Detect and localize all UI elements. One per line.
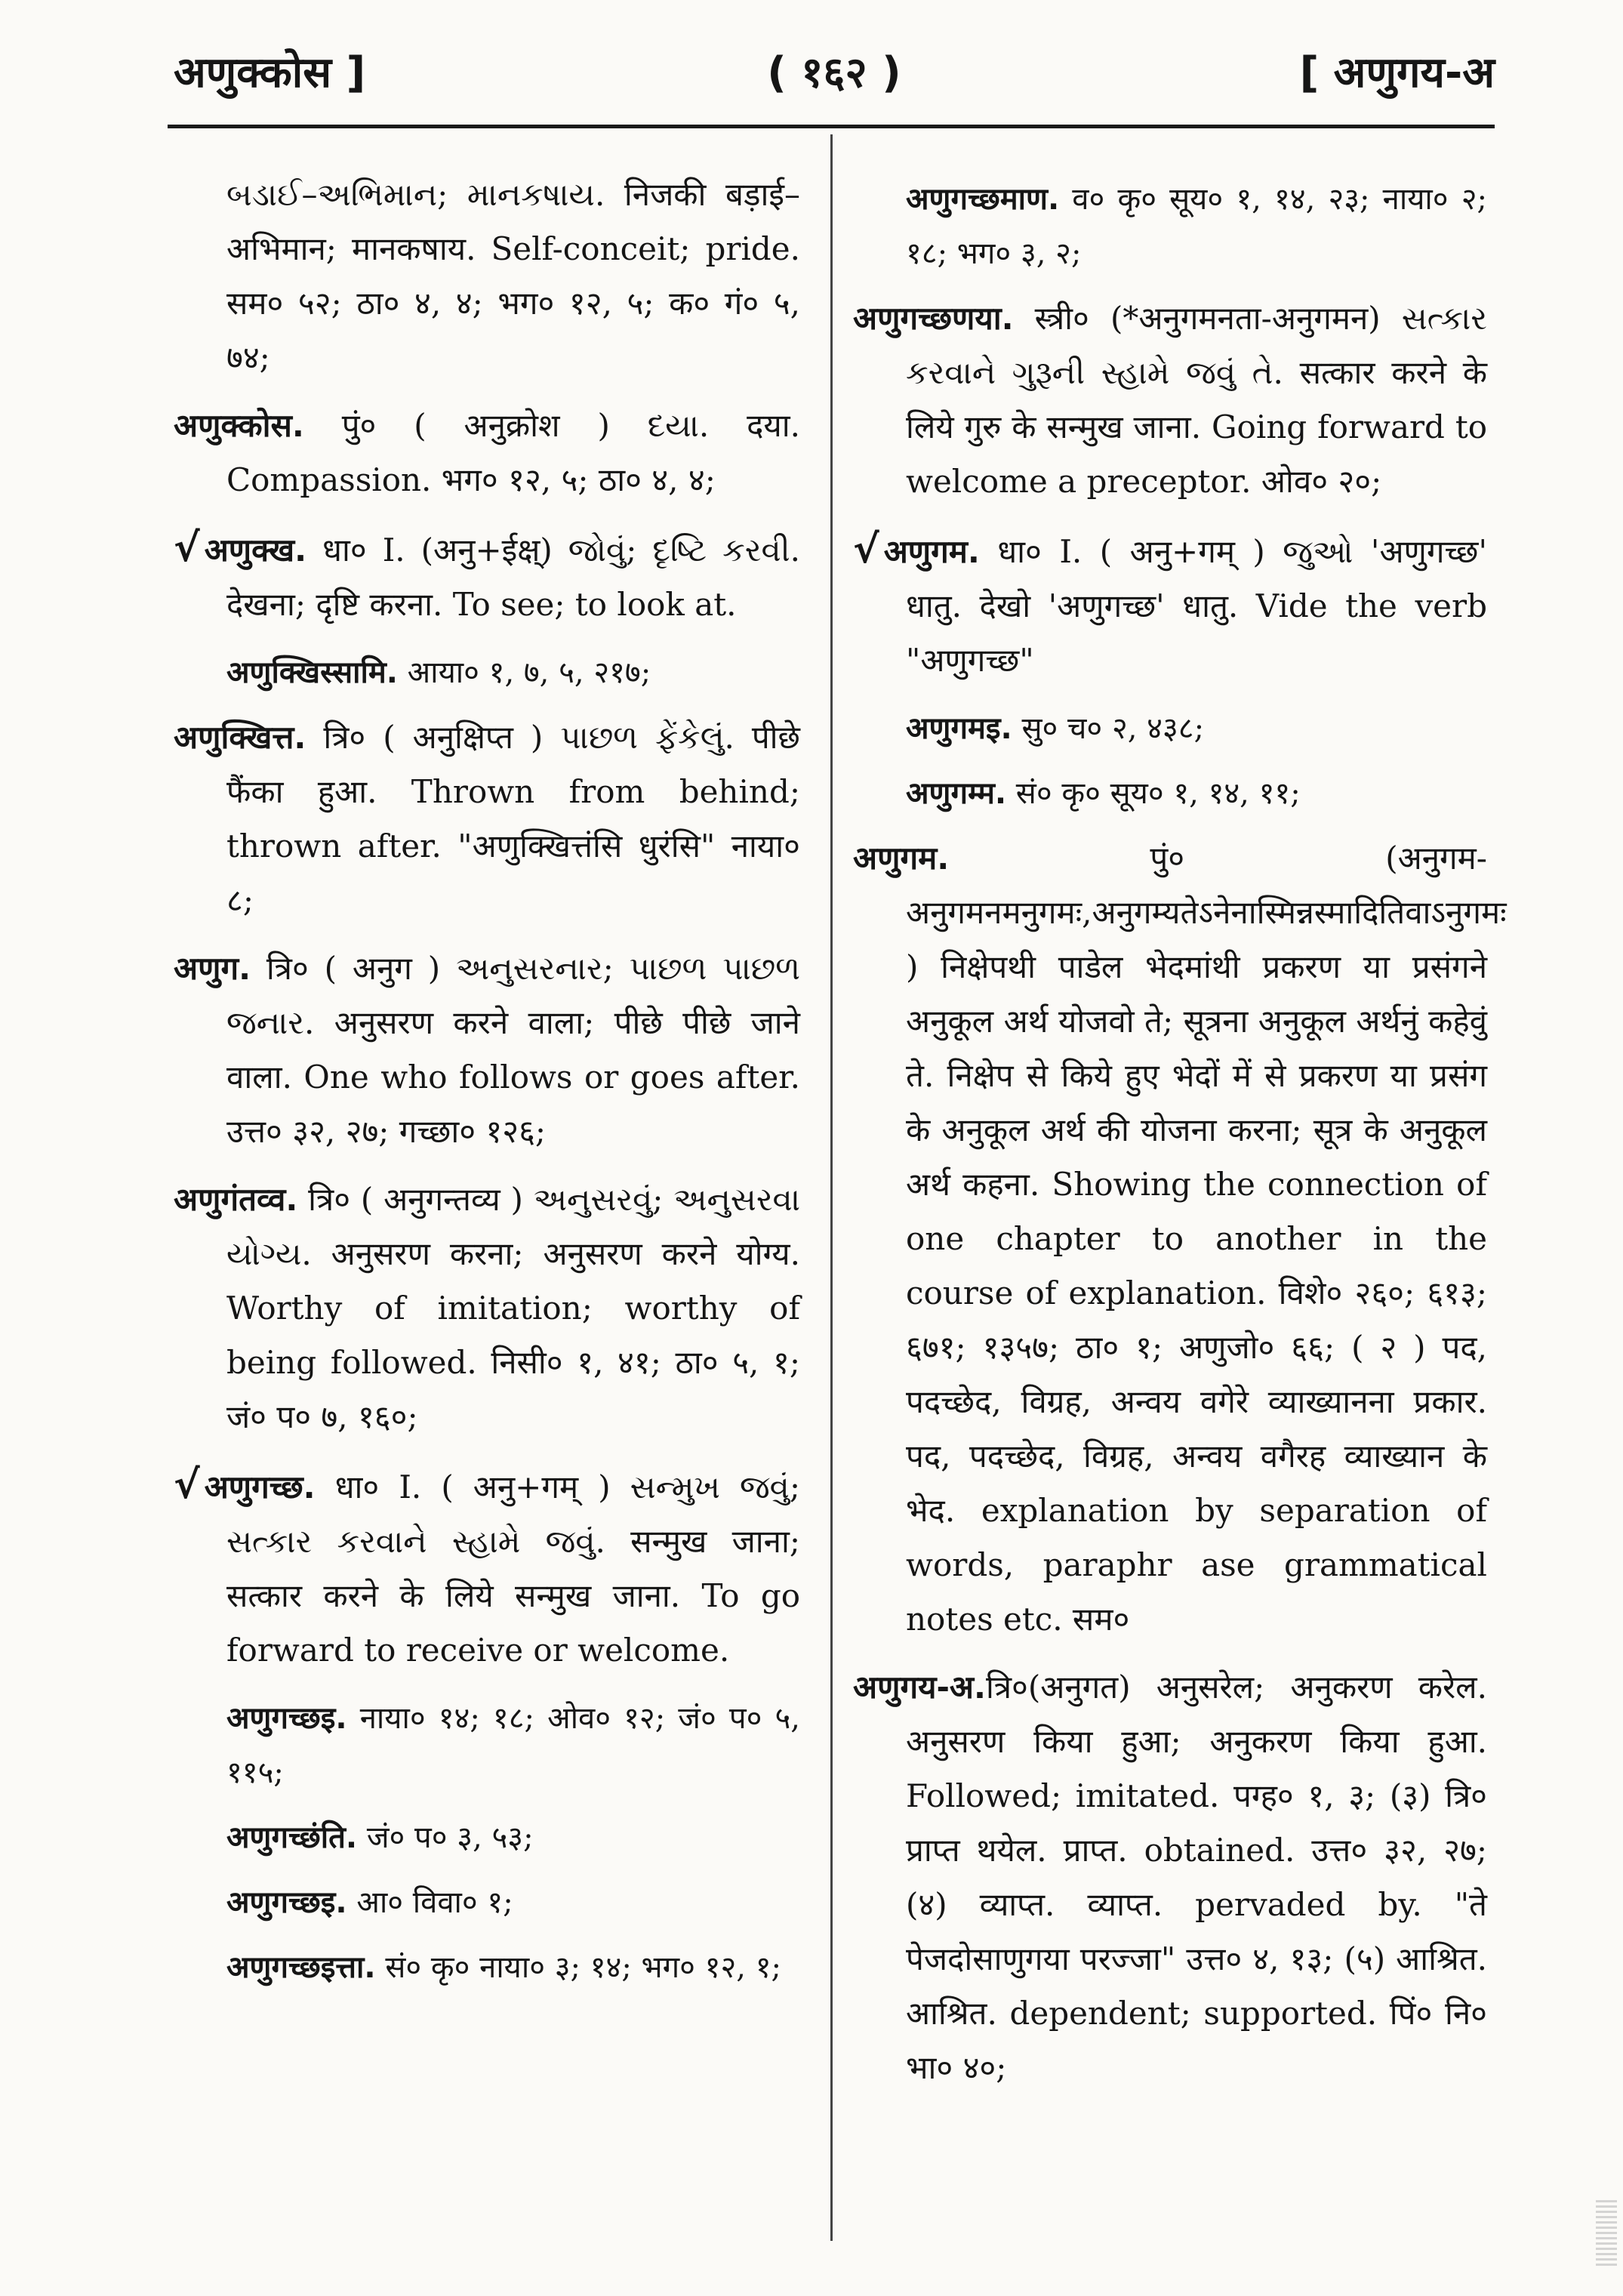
column-divider [830, 134, 833, 2241]
dictionary-entry [853, 1660, 1487, 2095]
dictionary-entry [174, 1173, 800, 1444]
header-rule [168, 125, 1495, 128]
entry-headword: अणुगच्छ. [204, 1469, 316, 1505]
dictionary-entry [174, 399, 800, 507]
entry-headword: अणुग. [174, 950, 251, 987]
verb-root-check-icon: √ [853, 527, 879, 572]
subentry-form: अणुगच्छइ. [226, 1701, 347, 1736]
subentry-form: अणुगम्म. [906, 776, 1007, 811]
dictionary-subentry [174, 1691, 800, 1800]
subentry-form: अणुगमइ. [906, 711, 1012, 746]
subentry-reference: नाया० १४; १८; ओव० १२; जं० प० ५, ११५; [226, 1701, 800, 1790]
page-header [174, 29, 1495, 104]
verb-root-check-icon: √ [174, 1462, 200, 1508]
dictionary-entry [853, 831, 1507, 1647]
subentry-reference: जं० प० ३, ५३; [357, 1820, 534, 1855]
dictionary-subentry [174, 1811, 800, 1865]
entry-headword: अणुक्कोस. [174, 407, 304, 444]
dictionary-entry [174, 942, 800, 1159]
subentry-reference: आया० १, ७, ५, २१७; [397, 655, 651, 690]
subentry-reference: आ० विवा० १; [346, 1885, 513, 1920]
entry-definition: धा० I. ( अनु+गम् ) જુઓ 'अणुगच्छ' धातु. देखो 'अणुगच्छ' धातु. Vide the verb "अणुगच्छ" [906, 533, 1487, 679]
dictionary-entry [174, 710, 800, 928]
subentry-reference: सं० कृ० नाया० ३; १४; भग० १२, १; [375, 1950, 781, 1985]
dictionary-subentry [853, 766, 1487, 821]
verb-root-check-icon: √ [174, 525, 200, 571]
dictionary-subentry [174, 646, 800, 700]
dictionary-subentry [174, 1875, 800, 1930]
entry-headword: अणुक्खित्त. [174, 719, 306, 756]
entry-definition: पुं० (अनुगम-अनुगमनमनुगमः,अनुगम्यतेऽनेनास्मिन्नस्मादितिवाऽनुगमः ) निक्षेपथी पाडेल भेदमांथी प्रकरण या प्रसंगने अनुकूल अर्थ योजवो ते; सूत्रना अनुकूल अर्थनुं कहेवुं ते. निक्षेप से किये हुए भेदों में से प्रकरण या प्रसंग के अनुकूल अर्थ की योजना करना; सूत्र के अनुकूल अर्थ कहना. Showing the connection of one chapter to another in the course of explanation. विशे० २६०; ६१३; ६७१; १३५७; ठा० १; अणुजो० ६६; ( २ ) पद, पदच्छेद, विग्रह, अन्वय वगेरे व्याख्यानना प्रकार. पद, पदच्छेद, विग्रह, अन्वय वगैरह व्याख्यान के भेद. explanation by separation of words, paraphr ase grammatical notes etc. सम० [906, 840, 1507, 1638]
scan-edge-mark [1596, 2198, 1617, 2266]
entry-definition: त्रि०(अनुगत) अनुसरेल; अनुकरण करेल. अनुसरण किया हुआ; अनुकरण किया हुआ. Followed; imitated. पग्ह० १, ३; (३) त्रि० प्राप्त थयेल. प्राप्त. obtained. उत्त० ३२, २७; (४) व्याप्त. व्याप्त. pervaded by. "ते पेजदोसाणुगया परज्जा" उत्त० ४, १३; (५) आश्रित. आश्रित. dependent; supported. पिं० नि० भा० ४०; [906, 1669, 1487, 2086]
entry-headword: अणुगम. [853, 840, 950, 877]
entry-headword: अणुगय-अ. [853, 1669, 986, 1706]
entry-definition: धा० I. (अनु+ईक्ष्) જોવું; દૃષ્ટિ કરવી. देखना; दृष्टि करना. To see; to look at. [226, 532, 800, 623]
entry-definition: त्रि० ( अनुग ) અનુસરનાર; પાછળ પાછળ જનાર. अनुसरण करने वाला; पीछे पीछे जाने वाला. One who follows or goes after. उत्त० ३२, २७; गच्छा० १२६; [226, 950, 800, 1150]
dictionary-subentry [853, 701, 1487, 756]
entry-definition: બડાઈ–અભિમાન; માનકષાય. निजकी बड़ाई–अभिमान; मानकषाय. Self-conceit; pride. सम० ५२; ठा० ४, ४; भग० १२, ५; क० गं० ५, ७४; [226, 176, 800, 376]
dictionary-entry [174, 1458, 800, 1678]
subentry-reference: सु० च० २, ४३८; [1012, 711, 1205, 746]
subentry-form: अणुगच्छमाण. [906, 182, 1060, 217]
right-column [853, 168, 1507, 2109]
entry-definition: धा० I. ( अनु+गम् ) સન્મુખ જવું; સત્કાર કરવાને સ્હામે જવું. सन्मुख जाना; सत्कार करने के लिये सन्मुख जाना. To go forward to receive or welcome. [226, 1469, 800, 1669]
dictionary-entry [174, 521, 800, 632]
entry-definition: त्रि० ( अनुक्षिप्त ) પાછળ ફેંકેલું. पीछे फैंका हुआ. Thrown from behind; thrown after. "अणुक्खित्तंसि धुरंसि" नाया० ८; [226, 719, 800, 919]
dictionary-subentry [174, 1940, 800, 1995]
entry-headword: अणुगच्छणया. [853, 300, 1014, 337]
entry-headword: अणुगम. [883, 533, 980, 570]
dictionary-entry [174, 168, 800, 385]
header-left-guideword: अणुक्कोस ] [174, 48, 366, 97]
subentry-form: अणुगच्छइ. [226, 1885, 347, 1920]
page-number: ( १६२ ) [767, 48, 901, 97]
entry-headword: अणुगंतव्व. [174, 1181, 298, 1218]
entry-definition: त्रि० ( अनुगन्तव्य ) અનુસરવું; અનુસરવા યોગ્ય. अनुसरण करना; अनुसरण करने योग्य. Worthy of imitation; worthy of being followed. निसी० १, ४१; ठा० ५, १; जं० प० ७, १६०; [226, 1181, 800, 1435]
entry-definition: स्त्री० (*अनुगमनता-अनुगमन) સત્કાર કરવાને ગુરૂની સ્હામે જવું તે. सत्कार करने के लिये गुरु के सन्मुख जाना. Going forward to welcome a preceptor. ओव० २०; [906, 300, 1487, 500]
left-column [174, 168, 800, 2005]
subentry-reference: सं० कृ० सूय० १, १४, ११; [1006, 776, 1301, 811]
subentry-form: अणुक्खिस्सामि. [226, 655, 398, 690]
subentry-reference: व० कृ० सूय० १, १४, २३; नाया० २; १८; भग० ३, २; [906, 182, 1487, 271]
entry-headword: अणुक्ख. [204, 532, 307, 569]
entry-definition: पुं० ( अनुक्रोश ) દયા. दया. Compassion. भग० १२, ५; ठा० ४, ४; [226, 407, 800, 498]
dictionary-entry [853, 522, 1487, 688]
subentry-form: अणुगच्छइत्ता. [226, 1950, 376, 1985]
header-right-guideword: [ अणुगय-अ [1299, 48, 1495, 97]
subentry-form: अणुगच्छंति. [226, 1820, 358, 1855]
dictionary-subentry [853, 172, 1487, 281]
dictionary-entry [853, 291, 1487, 509]
